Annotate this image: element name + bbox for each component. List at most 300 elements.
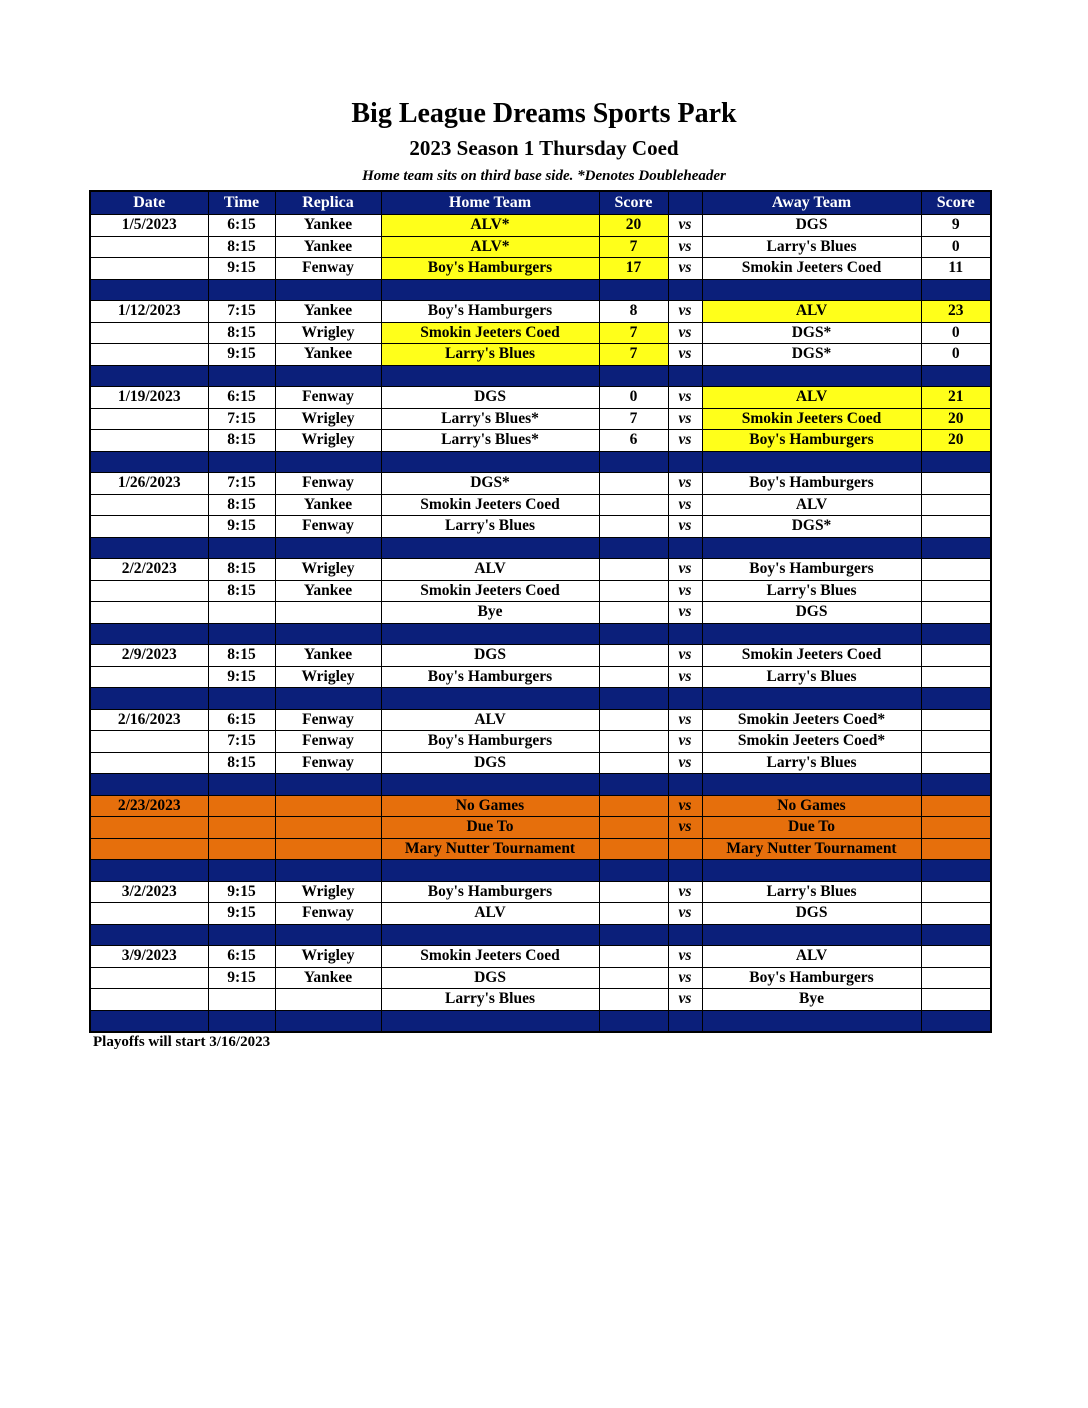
home-team-cell: Boy's Hamburgers [381, 731, 599, 753]
page-subtitle: 2023 Season 1 Thursday Coed [409, 136, 679, 160]
home-score-cell [599, 795, 668, 817]
vs-cell: vs [668, 494, 702, 516]
replica-cell: Fenway [275, 752, 381, 774]
separator-cell [668, 774, 702, 796]
home-team-cell: Mary Nutter Tournament [381, 838, 599, 860]
separator-cell [702, 1010, 921, 1032]
separator-cell [702, 451, 921, 473]
away-score-cell: 0 [921, 344, 991, 366]
separator-cell [668, 537, 702, 559]
separator-cell [208, 774, 275, 796]
separator-cell [381, 1010, 599, 1032]
vs-cell: vs [668, 967, 702, 989]
home-team-cell: ALV [381, 903, 599, 925]
away-team-cell: Larry's Blues [702, 580, 921, 602]
away-team-cell: ALV [702, 946, 921, 968]
away-score-cell [921, 967, 991, 989]
away-score-cell [921, 666, 991, 688]
home-score-cell [599, 666, 668, 688]
home-team-cell: Larry's Blues [381, 989, 599, 1011]
time-cell: 8:15 [208, 580, 275, 602]
separator-cell [90, 1010, 208, 1032]
date-cell: 3/2/2023 [90, 881, 208, 903]
separator-cell [90, 279, 208, 301]
date-cell: 1/26/2023 [90, 473, 208, 495]
home-score-cell [599, 580, 668, 602]
away-score-cell [921, 473, 991, 495]
away-score-cell: 20 [921, 408, 991, 430]
home-team-cell: Boy's Hamburgers [381, 258, 599, 280]
vs-cell: vs [668, 946, 702, 968]
separator-cell [381, 688, 599, 710]
home-team-cell: DGS [381, 645, 599, 667]
away-team-cell: Mary Nutter Tournament [702, 838, 921, 860]
table-row [90, 494, 991, 516]
separator-cell [275, 451, 381, 473]
separator-cell [275, 537, 381, 559]
separator-cell [921, 451, 991, 473]
replica-cell: Fenway [275, 473, 381, 495]
date-cell [90, 516, 208, 538]
vs-cell: vs [668, 236, 702, 258]
away-team-cell: Smokin Jeeters Coed* [702, 709, 921, 731]
schedule-body [90, 215, 991, 1033]
time-cell: 6:15 [208, 946, 275, 968]
replica-cell: Yankee [275, 494, 381, 516]
col-header-replica: Replica [275, 191, 381, 215]
home-team-cell: ALV [381, 559, 599, 581]
home-score-cell [599, 752, 668, 774]
date-cell: 1/19/2023 [90, 387, 208, 409]
separator-cell [921, 924, 991, 946]
separator-cell [90, 451, 208, 473]
separator-cell [599, 279, 668, 301]
table-row [90, 946, 991, 968]
col-header-vs [668, 191, 702, 215]
time-cell: 8:15 [208, 752, 275, 774]
vs-cell: vs [668, 666, 702, 688]
vs-cell: vs [668, 473, 702, 495]
separator-row [90, 688, 991, 710]
replica-cell [275, 795, 381, 817]
separator-cell [381, 860, 599, 882]
table-row [90, 344, 991, 366]
away-score-cell [921, 946, 991, 968]
away-score-cell: 9 [921, 215, 991, 237]
home-score-cell [599, 817, 668, 839]
away-team-cell: DGS [702, 602, 921, 624]
replica-cell: Yankee [275, 645, 381, 667]
away-score-cell [921, 881, 991, 903]
time-cell: 9:15 [208, 967, 275, 989]
separator-cell [599, 924, 668, 946]
away-score-cell [921, 580, 991, 602]
playoffs-note: Playoffs will start 3/16/2023 [93, 1034, 271, 1050]
home-score-cell: 17 [599, 258, 668, 280]
table-row [90, 322, 991, 344]
separator-cell [381, 774, 599, 796]
home-team-cell: Boy's Hamburgers [381, 301, 599, 323]
replica-cell: Wrigley [275, 408, 381, 430]
home-score-cell: 7 [599, 344, 668, 366]
away-team-cell: DGS [702, 903, 921, 925]
separator-cell [668, 688, 702, 710]
away-score-cell [921, 731, 991, 753]
replica-cell: Yankee [275, 344, 381, 366]
replica-cell: Fenway [275, 387, 381, 409]
vs-cell: vs [668, 322, 702, 344]
table-row [90, 817, 991, 839]
home-score-cell [599, 989, 668, 1011]
time-cell: 6:15 [208, 709, 275, 731]
away-score-cell [921, 903, 991, 925]
vs-cell: vs [668, 881, 702, 903]
time-cell: 7:15 [208, 731, 275, 753]
separator-row [90, 537, 991, 559]
time-cell: 9:15 [208, 344, 275, 366]
replica-cell: Yankee [275, 967, 381, 989]
separator-cell [921, 537, 991, 559]
table-row [90, 387, 991, 409]
separator-row [90, 623, 991, 645]
table-row [90, 430, 991, 452]
separator-cell [668, 365, 702, 387]
separator-cell [599, 623, 668, 645]
table-row [90, 408, 991, 430]
time-cell [208, 817, 275, 839]
table-row [90, 301, 991, 323]
time-cell: 8:15 [208, 645, 275, 667]
table-row [90, 215, 991, 237]
time-cell: 8:15 [208, 430, 275, 452]
separator-cell [921, 623, 991, 645]
replica-cell: Wrigley [275, 430, 381, 452]
home-team-cell: Bye [381, 602, 599, 624]
vs-cell: vs [668, 752, 702, 774]
home-score-cell [599, 559, 668, 581]
separator-row [90, 774, 991, 796]
date-cell [90, 236, 208, 258]
col-header-time: Time [208, 191, 275, 215]
table-row [90, 989, 991, 1011]
separator-cell [275, 688, 381, 710]
home-score-cell: 8 [599, 301, 668, 323]
date-cell: 1/12/2023 [90, 301, 208, 323]
away-score-cell [921, 752, 991, 774]
away-score-cell [921, 602, 991, 624]
table-row [90, 645, 991, 667]
separator-cell [921, 1010, 991, 1032]
col-header-away-score: Score [921, 191, 991, 215]
home-team-cell: ALV* [381, 236, 599, 258]
schedule-table [89, 190, 992, 1033]
away-team-cell: Due To [702, 817, 921, 839]
date-cell [90, 838, 208, 860]
away-score-cell: 21 [921, 387, 991, 409]
separator-cell [381, 623, 599, 645]
home-team-cell: DGS [381, 752, 599, 774]
separator-cell [702, 623, 921, 645]
col-header-date: Date [90, 191, 208, 215]
home-score-cell [599, 881, 668, 903]
vs-cell: vs [668, 580, 702, 602]
separator-cell [702, 774, 921, 796]
date-cell [90, 430, 208, 452]
away-team-cell: DGS* [702, 516, 921, 538]
home-score-cell: 7 [599, 322, 668, 344]
table-row [90, 559, 991, 581]
vs-cell: vs [668, 709, 702, 731]
replica-cell [275, 602, 381, 624]
vs-cell: vs [668, 516, 702, 538]
replica-cell: Yankee [275, 301, 381, 323]
away-team-cell: DGS* [702, 344, 921, 366]
date-cell: 2/16/2023 [90, 709, 208, 731]
date-cell: 1/5/2023 [90, 215, 208, 237]
time-cell: 9:15 [208, 881, 275, 903]
home-team-cell: Larry's Blues* [381, 430, 599, 452]
vs-cell: vs [668, 408, 702, 430]
separator-cell [208, 451, 275, 473]
time-cell: 6:15 [208, 387, 275, 409]
date-cell [90, 322, 208, 344]
time-cell [208, 795, 275, 817]
home-score-cell [599, 903, 668, 925]
time-cell: 7:15 [208, 301, 275, 323]
col-header-home-score: Score [599, 191, 668, 215]
time-cell: 9:15 [208, 903, 275, 925]
away-score-cell: 20 [921, 430, 991, 452]
col-header-away-team: Away Team [702, 191, 921, 215]
table-row [90, 795, 991, 817]
table-row [90, 838, 991, 860]
time-cell: 7:15 [208, 473, 275, 495]
home-score-cell [599, 602, 668, 624]
vs-cell: vs [668, 645, 702, 667]
date-cell [90, 989, 208, 1011]
separator-cell [668, 924, 702, 946]
home-score-cell [599, 709, 668, 731]
separator-cell [702, 365, 921, 387]
home-team-cell: ALV* [381, 215, 599, 237]
separator-cell [599, 537, 668, 559]
separator-cell [921, 688, 991, 710]
home-score-cell [599, 473, 668, 495]
separator-cell [381, 924, 599, 946]
date-cell [90, 752, 208, 774]
home-team-cell: Smokin Jeeters Coed [381, 946, 599, 968]
away-team-cell: Boy's Hamburgers [702, 473, 921, 495]
date-cell [90, 903, 208, 925]
separator-cell [208, 623, 275, 645]
away-score-cell [921, 494, 991, 516]
separator-cell [90, 365, 208, 387]
away-team-cell: Larry's Blues [702, 236, 921, 258]
vs-cell: vs [668, 989, 702, 1011]
schedule-note: Home team sits on third base side. *Denotes Doubleheader [362, 168, 726, 184]
date-cell: 2/2/2023 [90, 559, 208, 581]
away-team-cell: ALV [702, 301, 921, 323]
separator-cell [381, 537, 599, 559]
replica-cell [275, 838, 381, 860]
home-team-cell: DGS [381, 967, 599, 989]
separator-cell [702, 279, 921, 301]
separator-cell [275, 1010, 381, 1032]
replica-cell [275, 989, 381, 1011]
separator-cell [90, 924, 208, 946]
separator-cell [90, 774, 208, 796]
away-score-cell [921, 817, 991, 839]
time-cell: 8:15 [208, 494, 275, 516]
away-team-cell: Smokin Jeeters Coed* [702, 731, 921, 753]
home-team-cell: Larry's Blues [381, 344, 599, 366]
date-cell [90, 494, 208, 516]
away-team-cell: Boy's Hamburgers [702, 559, 921, 581]
separator-cell [702, 537, 921, 559]
replica-cell: Wrigley [275, 322, 381, 344]
vs-cell: vs [668, 559, 702, 581]
home-team-cell: Boy's Hamburgers [381, 666, 599, 688]
separator-cell [275, 924, 381, 946]
separator-cell [702, 924, 921, 946]
home-score-cell: 0 [599, 387, 668, 409]
table-row [90, 580, 991, 602]
col-header-home-team: Home Team [381, 191, 599, 215]
home-score-cell [599, 516, 668, 538]
home-team-cell: Smokin Jeeters Coed [381, 580, 599, 602]
away-score-cell: 23 [921, 301, 991, 323]
vs-cell: vs [668, 602, 702, 624]
home-team-cell: Larry's Blues [381, 516, 599, 538]
home-score-cell [599, 967, 668, 989]
time-cell: 8:15 [208, 559, 275, 581]
vs-cell: vs [668, 430, 702, 452]
separator-cell [921, 279, 991, 301]
table-row [90, 731, 991, 753]
table-row [90, 516, 991, 538]
time-cell: 8:15 [208, 236, 275, 258]
date-cell: 3/9/2023 [90, 946, 208, 968]
separator-cell [381, 451, 599, 473]
time-cell: 9:15 [208, 666, 275, 688]
time-cell: 6:15 [208, 215, 275, 237]
date-cell [90, 817, 208, 839]
separator-cell [208, 537, 275, 559]
separator-cell [599, 688, 668, 710]
separator-cell [702, 688, 921, 710]
away-team-cell: No Games [702, 795, 921, 817]
away-score-cell [921, 709, 991, 731]
home-score-cell: 7 [599, 236, 668, 258]
home-team-cell: DGS* [381, 473, 599, 495]
replica-cell: Wrigley [275, 881, 381, 903]
separator-cell [599, 451, 668, 473]
time-cell: 8:15 [208, 322, 275, 344]
table-row [90, 967, 991, 989]
date-cell [90, 967, 208, 989]
replica-cell: Wrigley [275, 946, 381, 968]
vs-cell: vs [668, 344, 702, 366]
home-team-cell: Smokin Jeeters Coed [381, 494, 599, 516]
time-cell: 9:15 [208, 258, 275, 280]
separator-cell [702, 860, 921, 882]
date-cell [90, 666, 208, 688]
date-cell [90, 731, 208, 753]
separator-cell [668, 451, 702, 473]
separator-row [90, 1010, 991, 1032]
separator-cell [275, 774, 381, 796]
away-score-cell [921, 838, 991, 860]
home-score-cell: 7 [599, 408, 668, 430]
table-row [90, 881, 991, 903]
home-team-cell: Due To [381, 817, 599, 839]
vs-cell [668, 838, 702, 860]
away-team-cell: DGS [702, 215, 921, 237]
away-score-cell: 11 [921, 258, 991, 280]
separator-row [90, 365, 991, 387]
separator-cell [208, 688, 275, 710]
separator-cell [921, 774, 991, 796]
table-row [90, 752, 991, 774]
separator-cell [208, 860, 275, 882]
home-team-cell: No Games [381, 795, 599, 817]
away-team-cell: Bye [702, 989, 921, 1011]
separator-row [90, 924, 991, 946]
home-team-cell: Larry's Blues* [381, 408, 599, 430]
separator-cell [599, 860, 668, 882]
replica-cell: Yankee [275, 236, 381, 258]
away-team-cell: Boy's Hamburgers [702, 967, 921, 989]
replica-cell: Fenway [275, 709, 381, 731]
separator-cell [208, 365, 275, 387]
table-row [90, 602, 991, 624]
date-cell [90, 602, 208, 624]
table-header-row [90, 191, 991, 215]
separator-row [90, 451, 991, 473]
away-team-cell: Larry's Blues [702, 752, 921, 774]
away-score-cell: 0 [921, 236, 991, 258]
separator-cell [668, 623, 702, 645]
date-cell [90, 408, 208, 430]
separator-row [90, 860, 991, 882]
away-team-cell: Boy's Hamburgers [702, 430, 921, 452]
away-score-cell [921, 795, 991, 817]
home-score-cell [599, 946, 668, 968]
away-score-cell [921, 989, 991, 1011]
table-row [90, 666, 991, 688]
replica-cell: Fenway [275, 903, 381, 925]
separator-cell [668, 279, 702, 301]
replica-cell: Yankee [275, 215, 381, 237]
away-score-cell [921, 645, 991, 667]
replica-cell [275, 817, 381, 839]
away-score-cell [921, 559, 991, 581]
separator-cell [90, 623, 208, 645]
separator-cell [381, 365, 599, 387]
separator-row [90, 279, 991, 301]
date-cell [90, 580, 208, 602]
separator-cell [599, 774, 668, 796]
page-title: Big League Dreams Sports Park [351, 98, 737, 129]
home-score-cell [599, 731, 668, 753]
separator-cell [275, 279, 381, 301]
separator-cell [668, 860, 702, 882]
away-score-cell [921, 516, 991, 538]
table-row [90, 236, 991, 258]
replica-cell: Fenway [275, 516, 381, 538]
home-score-cell: 6 [599, 430, 668, 452]
separator-cell [381, 279, 599, 301]
